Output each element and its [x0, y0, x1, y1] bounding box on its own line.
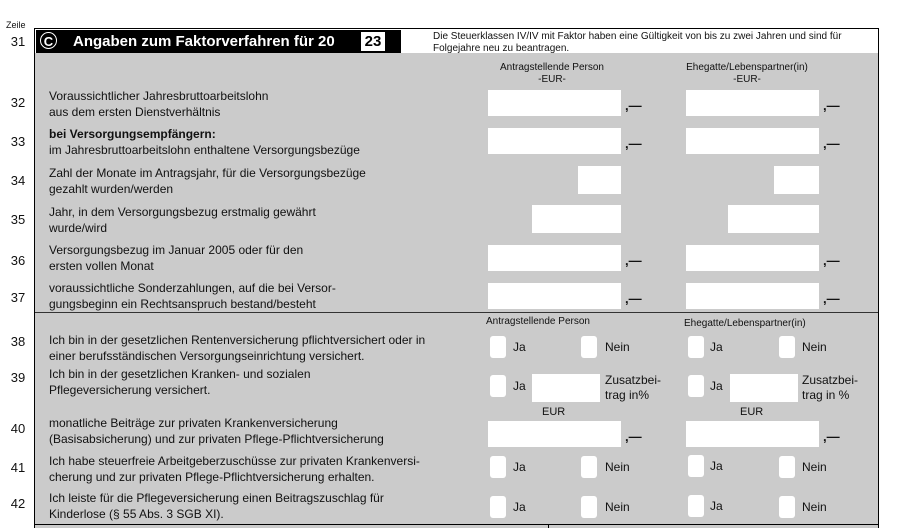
amount-suffix: ,—	[823, 136, 840, 151]
versorgungsbezuege-person-field[interactable]	[488, 128, 621, 154]
label-line: gezahlt wurden/werden	[49, 182, 174, 196]
rentenversicherung-person-ja-checkbox[interactable]	[490, 336, 506, 358]
row-number: 33	[10, 134, 26, 149]
left-border	[34, 28, 35, 528]
option-nein-label: Nein	[802, 340, 827, 354]
amount-suffix: ,—	[625, 291, 642, 306]
row-41-label	[49, 453, 420, 485]
label-line: aus dem ersten Dienstverhältnis	[49, 105, 221, 119]
row-number: 31	[10, 34, 26, 49]
row-34-label	[49, 165, 366, 197]
option-ja-label: Ja	[513, 500, 526, 514]
zusatzbeitrag-person-label	[605, 373, 661, 403]
row-42-label	[49, 490, 384, 522]
lower-column-header-partner: Ehegatte/Lebenspartner(in)	[684, 318, 806, 329]
private-kv-beitraege-partner-field[interactable]	[686, 421, 819, 447]
krankenversicherung-partner-ja-checkbox[interactable]	[688, 375, 704, 397]
amount-suffix: ,—	[823, 291, 840, 306]
zusatzbeitrag-person-field[interactable]	[532, 374, 600, 402]
row-32-label	[49, 88, 268, 120]
arbeitgeberzuschuss-partner-nein-checkbox[interactable]	[779, 456, 795, 478]
beitragszuschlag-person-ja-checkbox[interactable]	[490, 496, 506, 518]
versorgungsbezug-januar-person-field[interactable]	[488, 245, 621, 271]
label-line: wurde/wird	[49, 221, 108, 235]
row-number: 42	[10, 496, 26, 511]
versorgungsbezuege-partner-field[interactable]	[686, 128, 819, 154]
row-36-label	[49, 242, 303, 274]
column-partner-label: Ehegatte/Lebenspartner(in)	[686, 62, 808, 73]
row-39-label	[49, 366, 311, 398]
label-line: einer berufsständischen Versorgungseinrichtung versichert.	[49, 349, 365, 363]
zusatz-line: trag in%	[605, 388, 650, 402]
amount-suffix: ,—	[823, 253, 840, 268]
rentenversicherung-partner-ja-checkbox[interactable]	[688, 336, 704, 358]
label-line-bold: bei Versorgungsempfängern:	[49, 127, 216, 141]
amount-suffix: ,—	[625, 98, 642, 113]
column-header-partner	[672, 62, 822, 86]
zusatz-line: Zusatzbei-	[802, 373, 859, 387]
amount-suffix: ,—	[823, 429, 840, 444]
option-nein-label: Nein	[605, 460, 630, 474]
section-title: Angaben zum Faktorverfahren für 20	[73, 33, 335, 50]
row-37-label	[49, 280, 336, 312]
row-number: 41	[10, 460, 26, 475]
label-line: Versorgungsbezug im Januar 2005 oder für den	[49, 243, 304, 257]
column-person-label: Antragstellende Person	[500, 62, 604, 73]
amount-suffix: ,—	[625, 136, 642, 151]
label-line: Ich bin in der gesetzlichen Kranken- und sozialen	[49, 367, 311, 381]
zusatz-line: trag in %	[802, 388, 850, 402]
row-number: 36	[10, 253, 26, 268]
option-ja-label: Ja	[710, 340, 723, 354]
label-line: Pflegeversicherung versichert.	[49, 383, 211, 397]
arbeitgeberzuschuss-partner-ja-checkbox[interactable]	[688, 455, 704, 477]
row-38-label	[49, 332, 425, 364]
eur-label-person: EUR	[542, 406, 566, 418]
label-line: monatliche Beiträge zur privaten Krankenversicherung	[49, 416, 338, 430]
option-ja-label: Ja	[710, 499, 723, 513]
option-nein-label: Nein	[802, 500, 827, 514]
krankenversicherung-person-ja-checkbox[interactable]	[490, 375, 506, 397]
right-border	[878, 28, 879, 528]
jahr-versorgungsbezug-person-field[interactable]	[532, 205, 621, 233]
column-person-currency: -EUR-	[538, 74, 566, 85]
label-line: Ich habe steuerfreie Arbeitgeberzuschüsse zur privaten Krankenversi-	[49, 454, 420, 468]
label-line: cherung und zur privaten Pflege-Pflichtversicherung erhalten.	[49, 470, 375, 484]
option-nein-label: Nein	[802, 460, 827, 474]
jahresbruttoarbeitslohn-person-field[interactable]	[488, 90, 621, 116]
zusatzbeitrag-partner-field[interactable]	[730, 374, 798, 402]
row-33-label	[49, 126, 360, 158]
jahresbruttoarbeitslohn-partner-field[interactable]	[686, 90, 819, 116]
year-field[interactable]: 23	[361, 32, 385, 51]
arbeitgeberzuschuss-person-ja-checkbox[interactable]	[490, 456, 506, 478]
sonderzahlungen-person-field[interactable]	[488, 283, 621, 309]
jahr-versorgungsbezug-partner-field[interactable]	[728, 205, 819, 233]
label-line: Jahr, in dem Versorgungsbezug erstmalig gewährt	[49, 205, 316, 219]
zusatzbeitrag-partner-label	[802, 373, 858, 403]
row-number: 38	[10, 334, 26, 349]
amount-suffix: ,—	[625, 253, 642, 268]
row-number: 35	[10, 212, 26, 227]
section-c-icon: C	[40, 32, 57, 49]
arbeitgeberzuschuss-person-nein-checkbox[interactable]	[581, 456, 597, 478]
row-35-label	[49, 204, 316, 236]
label-line: voraussichtliche Sonderzahlungen, auf die bei Versor-	[49, 281, 336, 295]
label-line: Kinderlose (§ 55 Abs. 3 SGB XI).	[49, 507, 224, 521]
private-kv-beitraege-person-field[interactable]	[488, 421, 621, 447]
beitragszuschlag-partner-ja-checkbox[interactable]	[688, 495, 704, 517]
zusatz-line: Zusatzbei-	[605, 373, 662, 387]
versorgungsbezug-januar-partner-field[interactable]	[686, 245, 819, 271]
column-partner-currency: -EUR-	[733, 74, 761, 85]
label-line: Voraussichtlicher Jahresbruttoarbeitslohn	[49, 89, 269, 103]
row-number: 34	[10, 173, 26, 188]
beitragszuschlag-person-nein-checkbox[interactable]	[581, 496, 597, 518]
lower-column-header-person: Antragstellende Person	[486, 316, 590, 327]
option-ja-label: Ja	[513, 379, 526, 393]
top-border	[34, 28, 879, 29]
amount-suffix: ,—	[823, 98, 840, 113]
option-ja-label: Ja	[710, 459, 723, 473]
label-line: Zahl der Monate im Antragsjahr, für die Versorgungsbezüge	[49, 166, 366, 180]
option-ja-label: Ja	[710, 379, 723, 393]
row-number: 37	[10, 290, 26, 305]
row-number: 32	[10, 95, 26, 110]
section-title-bar	[36, 30, 401, 53]
label-line: Ich leiste für die Pflegeversicherung einen Beitragszuschlag für	[49, 491, 384, 505]
amount-suffix: ,—	[625, 429, 642, 444]
option-nein-label: Nein	[605, 500, 630, 514]
section-divider	[35, 312, 878, 313]
header-note: Die Steuerklassen IV/IV mit Faktor haben eine Gültigkeit von bis zu zwei Jahren und sind für Folgejahre neu zu beantragen.	[433, 31, 842, 54]
row-40-label	[49, 415, 384, 447]
bottom-tick	[548, 524, 549, 528]
option-ja-label: Ja	[513, 460, 526, 474]
label-line: (Basisabsicherung) und zur privaten Pflege-Pflichtversicherung	[49, 432, 384, 446]
row-number: 40	[10, 421, 26, 436]
monate-person-field[interactable]	[578, 166, 621, 194]
rentenversicherung-person-nein-checkbox[interactable]	[581, 336, 597, 358]
monate-partner-field[interactable]	[774, 166, 819, 194]
label-line: im Jahresbruttoarbeitslohn enthaltene Versorgungsbezüge	[49, 143, 360, 157]
label-line: Ich bin in der gesetzlichen Rentenversicherung pflichtversichert oder in	[49, 333, 426, 347]
eur-label-partner: EUR	[740, 406, 764, 418]
option-nein-label: Nein	[605, 340, 630, 354]
bottom-border	[35, 524, 878, 525]
beitragszuschlag-partner-nein-checkbox[interactable]	[779, 496, 795, 518]
label-line: gungsbeginn ein Rechtsanspruch bestand/besteht	[49, 297, 316, 311]
label-line: ersten vollen Monat	[49, 259, 154, 273]
rentenversicherung-partner-nein-checkbox[interactable]	[779, 336, 795, 358]
row-number: 39	[10, 370, 26, 385]
option-ja-label: Ja	[513, 340, 526, 354]
zeile-header: Zeile	[6, 20, 26, 30]
sonderzahlungen-partner-field[interactable]	[686, 283, 819, 309]
column-header-person	[482, 62, 622, 86]
